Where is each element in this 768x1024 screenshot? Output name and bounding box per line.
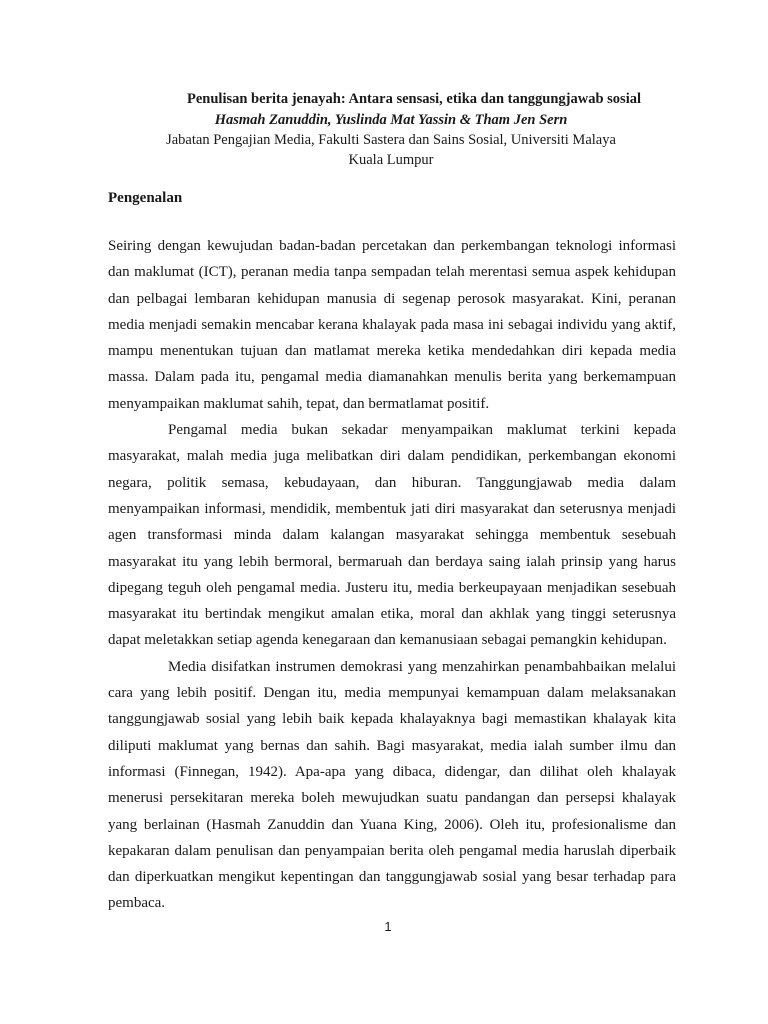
paper-title: Penulisan berita jenayah: Antara sensasi, etika dan tanggungjawab sosial bbox=[187, 91, 641, 107]
body-text bbox=[108, 233, 676, 917]
paragraph-3: Media disifatkan instrumen demokrasi yang menzahirkan penambahbaikan melalui cara yang lebih positif. Dengan itu, media mempunyai kemampuan dalam melaksanakan tanggungjawab sosial yang lebih baik kepada khalayaknya bagi memastikan khalayak kita diliputi maklumat yang bernas dan sahih. Bagi masyarakat, media ialah sumber ilmu dan informasi (Finnegan, 1942). Apa-apa yang dibaca, didengar, dan dilihat oleh khalayak menerusi persekitaran mereka boleh mewujudkan suatu pandangan dan persepsi khalayak yang berlainan (Hasmah Zanuddin dan Yuana King, 2006). Oleh itu, profesionalisme dan kepakaran dalam penulisan dan penyampaian berita oleh pengamal media haruslah diperbaik dan diperkuatkan mengikut kepentingan dan tanggungjawab sosial yang besar terhadap para pembaca. bbox=[108, 658, 676, 912]
paper-header bbox=[0, 89, 768, 170]
paragraph-1: Seiring dengan kewujudan badan-badan percetakan dan perkembangan teknologi informasi dan maklumat (ICT), peranan media tanpa sempadan telah merentasi semua aspek kehidupan dan pelbagai lembaran kehidupan manusia di segenap perosok masyarakat. Kini, peranan media menjadi semakin mencabar kerana khalayak pada masa ini sebagai individu yang aktif, mampu menentukan tujuan dan matlamat mereka ketika mendedahkan diri kepada media massa. Dalam pada itu, pengamal media diamanahkan menulis berita yang berkemampuan menyampaikan maklumat sahih, tepat, dan bermatlamat positif. bbox=[108, 238, 676, 412]
section-heading: Pengenalan bbox=[108, 190, 183, 206]
affiliation-line-2: Kuala Lumpur bbox=[348, 152, 434, 168]
affiliation-line-1: Jabatan Pengajian Media, Fakulti Sastera dan Sains Sosial, Universiti Malaya bbox=[166, 132, 616, 148]
page-number: 1 bbox=[384, 919, 392, 934]
paragraph-2: Pengamal media bukan sekadar menyampaikan maklumat terkini kepada masyarakat, malah media juga melibatkan diri dalam pendidikan, perkembangan ekonomi negara, politik semasa, kebudayaan, dan hiburan. Tanggungjawab media dalam menyampaikan informasi, mendidik, membentuk jati diri masyarakat dan seterusnya menjadi agen transformasi minda dalam kalangan masyarakat sehingga membentuk sesebuah masyarakat itu yang lebih bermoral, bermaruah dan berdaya saing ialah prinsip yang harus dipegang teguh oleh pengamal media. Justeru itu, media berkeupayaan menjadikan sesebuah masyarakat itu bertindak mengikut amalan etika, moral dan akhlak yang tinggi seterusnya dapat meletakkan setiap agenda kenegaraan dan kemanusiaan sebagai pemangkin kehidupan. bbox=[108, 422, 676, 649]
paper-authors: Hasmah Zanuddin, Yuslinda Mat Yassin & Tham Jen Sern bbox=[214, 112, 568, 128]
